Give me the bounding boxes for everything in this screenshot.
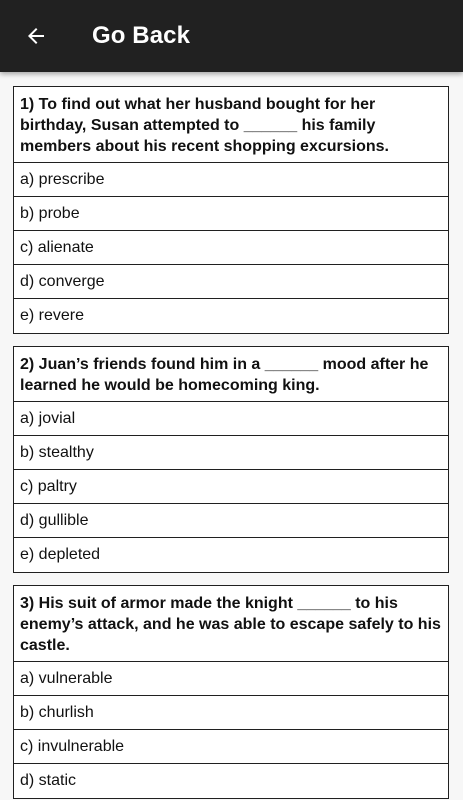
question-text: 1) To find out what her husband bought for her birthday, Susan attempted to ______ his family members about his recent shopping excursions. — [14, 87, 448, 163]
question-text: 3) His suit of armor made the knight ______ to his enemy’s attack, and he was able to escape safely to his castle. — [14, 586, 448, 662]
option-c[interactable]: c) alienate — [14, 231, 448, 265]
app-title: Go Back — [92, 22, 191, 49]
question-list — [0, 72, 463, 800]
option-a[interactable]: a) jovial — [14, 402, 448, 436]
option-d[interactable]: d) converge — [14, 265, 448, 299]
question-card-3 — [13, 585, 449, 799]
option-e[interactable]: e) depleted — [20, 546, 101, 563]
option-d[interactable]: d) static — [20, 772, 77, 789]
option-b[interactable]: b) probe — [14, 197, 448, 231]
option-b[interactable]: b) churlish — [14, 696, 448, 730]
arrow-left-icon — [24, 24, 48, 48]
option-e[interactable]: e) revere — [20, 307, 85, 324]
question-card-2 — [13, 346, 449, 573]
question-text: 2) Juan’s friends found him in a ______ mood after he learned he would be homecoming king. — [14, 347, 448, 402]
question-card-1 — [13, 86, 449, 334]
option-c[interactable]: c) paltry — [14, 470, 448, 504]
option-b[interactable]: b) stealthy — [14, 436, 448, 470]
option-c[interactable]: c) invulnerable — [14, 730, 448, 764]
option-d[interactable]: d) gullible — [14, 504, 448, 538]
app-bar — [0, 0, 463, 72]
option-a[interactable]: a) prescribe — [14, 163, 448, 197]
back-button[interactable] — [18, 18, 54, 54]
option-a[interactable]: a) vulnerable — [14, 662, 448, 696]
